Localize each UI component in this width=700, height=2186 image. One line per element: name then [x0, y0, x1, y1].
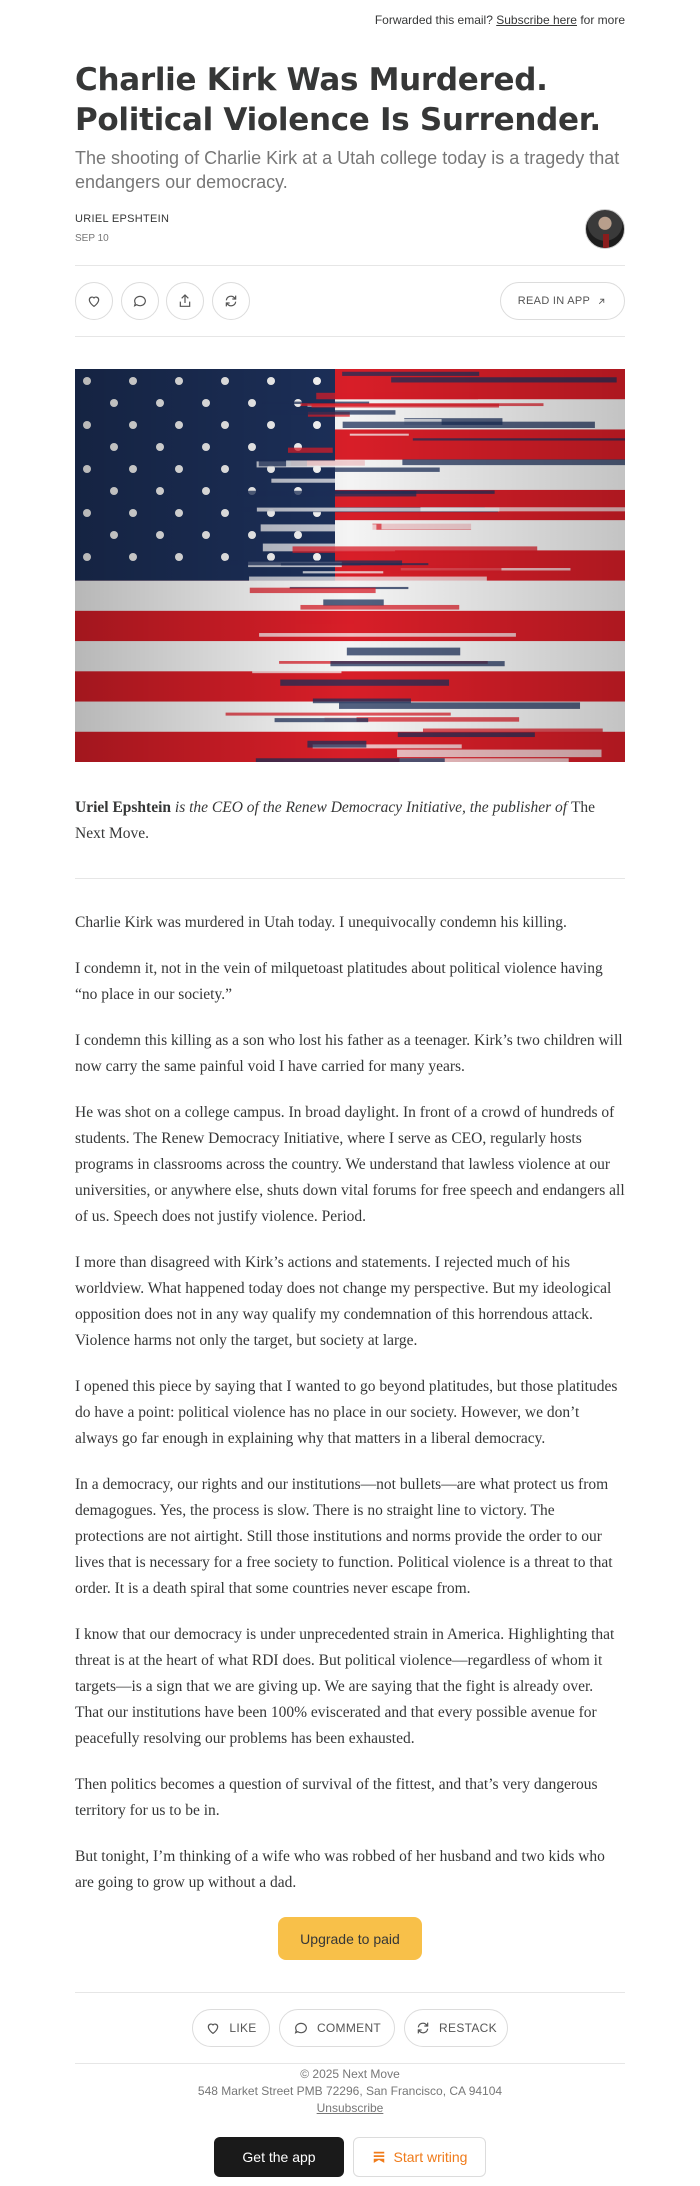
get-the-app-button[interactable]: Get the app [214, 2137, 344, 2177]
footer-address: 548 Market Street PMB 72296, San Francisco, CA 94104 [197, 2084, 503, 2098]
paragraph: But tonight, I’m thinking of a wife who was robbed of her husband and two kids who are going to grow up without a dad. [75, 1848, 605, 1891]
subscribe-link[interactable]: Subscribe here [496, 13, 577, 27]
paragraph: I more than disagreed with Kirk’s actions and statements. I rejected much of his worldview. What happened today does not change my perspective. But my ideological opposition does not in any way qualify my condemnation of this horrendous attack. Violence harms not only the target, but society at large. [75, 1254, 612, 1349]
comment-icon [132, 293, 148, 309]
divider [75, 1992, 625, 1993]
paragraph: I condemn this killing as a son who lost his father as a teenager. Kirk’s two children will now carry the same painful void I have carried for many years. [75, 1032, 623, 1075]
restack-button[interactable]: RESTACK [404, 2009, 508, 2047]
share-icon [177, 293, 193, 309]
comment-button[interactable]: COMMENT [279, 2009, 395, 2047]
divider [75, 878, 625, 879]
post-title[interactable]: Charlie Kirk Was Murdered. Political Violence Is Surrender. [75, 62, 601, 138]
divider [75, 265, 625, 266]
post-date: SEP 10 [75, 233, 109, 244]
article-body [75, 910, 625, 1916]
paragraph: I condemn it, not in the vein of milquetoast platitudes about political violence having “no place in our society.” [75, 960, 603, 1003]
like-button[interactable]: LIKE [192, 2009, 270, 2047]
unsubscribe-link[interactable]: Unsubscribe [316, 2101, 384, 2115]
comment-icon [293, 2020, 309, 2036]
arrow-up-right-icon [596, 296, 607, 307]
upgrade-to-paid-button[interactable]: Upgrade to paid [278, 1917, 422, 1960]
author-avatar[interactable] [585, 209, 625, 249]
author-name[interactable]: URIEL EPSHTEIN [75, 213, 170, 225]
post-subtitle: The shooting of Charlie Kirk at a Utah college today is a tragedy that endangers our democracy. [75, 148, 620, 192]
restack-icon-button[interactable] [212, 282, 250, 320]
like-icon-button[interactable] [75, 282, 113, 320]
start-writing-button[interactable]: Start writing [353, 2137, 486, 2177]
paragraph: I opened this piece by saying that I wanted to go beyond platitudes, but those platitudes do have a point: political violence has no place in our society. However, we don’t always go far enough in explaining why that matters in a liberal democracy. [75, 1378, 618, 1447]
heart-icon [205, 2020, 221, 2036]
divider [75, 2063, 625, 2064]
heart-icon [86, 293, 102, 309]
paragraph: I know that our democracy is under unprecedented strain in America. Highlighting that threat is at the heart of what RDI does. But political violence—regardless of whom it targets—is a sign that we are giving up. We are saying that the fight is already over. That our institutions have been 100% eviscerated and that every possible avenue for peacefully resolving our problems has been exhausted. [75, 1626, 615, 1747]
restack-icon [415, 2020, 431, 2036]
paragraph: He was shot on a college campus. In broad daylight. In front of a crowd of hundreds of students. The Renew Democracy Initiative, where I serve as CEO, regularly hosts programs in classrooms across the country. We understand that lawless violence at our universities, or anywhere else, shuts down vital forums for free speech and endangers all of us. Speech does not justify violence. Period. [75, 1104, 625, 1225]
hero-image[interactable] [75, 369, 625, 762]
author-bio: Uriel Epshtein is the CEO of the Renew Democracy Initiative, the publisher of The Next Move. [75, 799, 596, 842]
restack-icon [223, 293, 239, 309]
share-icon-button[interactable] [166, 282, 204, 320]
read-in-app-button[interactable]: READ IN APP [500, 282, 625, 320]
paragraph: Charlie Kirk was murdered in Utah today. I unequivocally condemn his killing. [75, 914, 567, 931]
forward-notice: Forwarded this email? Subscribe here for more [374, 13, 625, 27]
comment-icon-button[interactable] [121, 282, 159, 320]
paragraph: Then politics becomes a question of survival of the fittest, and that’s very dangerous territory for us to be in. [75, 1776, 598, 1819]
american-flag-image [75, 369, 625, 762]
footer-copyright: © 2025 Next Move [300, 2067, 400, 2081]
paragraph: In a democracy, our rights and our institutions—not bullets—are what protect us from demagogues. Yes, the process is slow. There is no straight line to victory. The protections are not airtight. Still those institutions and norms provide the order to our lives that is necessary for a free society to function. Political violence is a threat to that order. It is a death spiral that some countries never escape from. [75, 1476, 613, 1597]
divider [75, 336, 625, 337]
substack-logo-icon [372, 2150, 386, 2164]
